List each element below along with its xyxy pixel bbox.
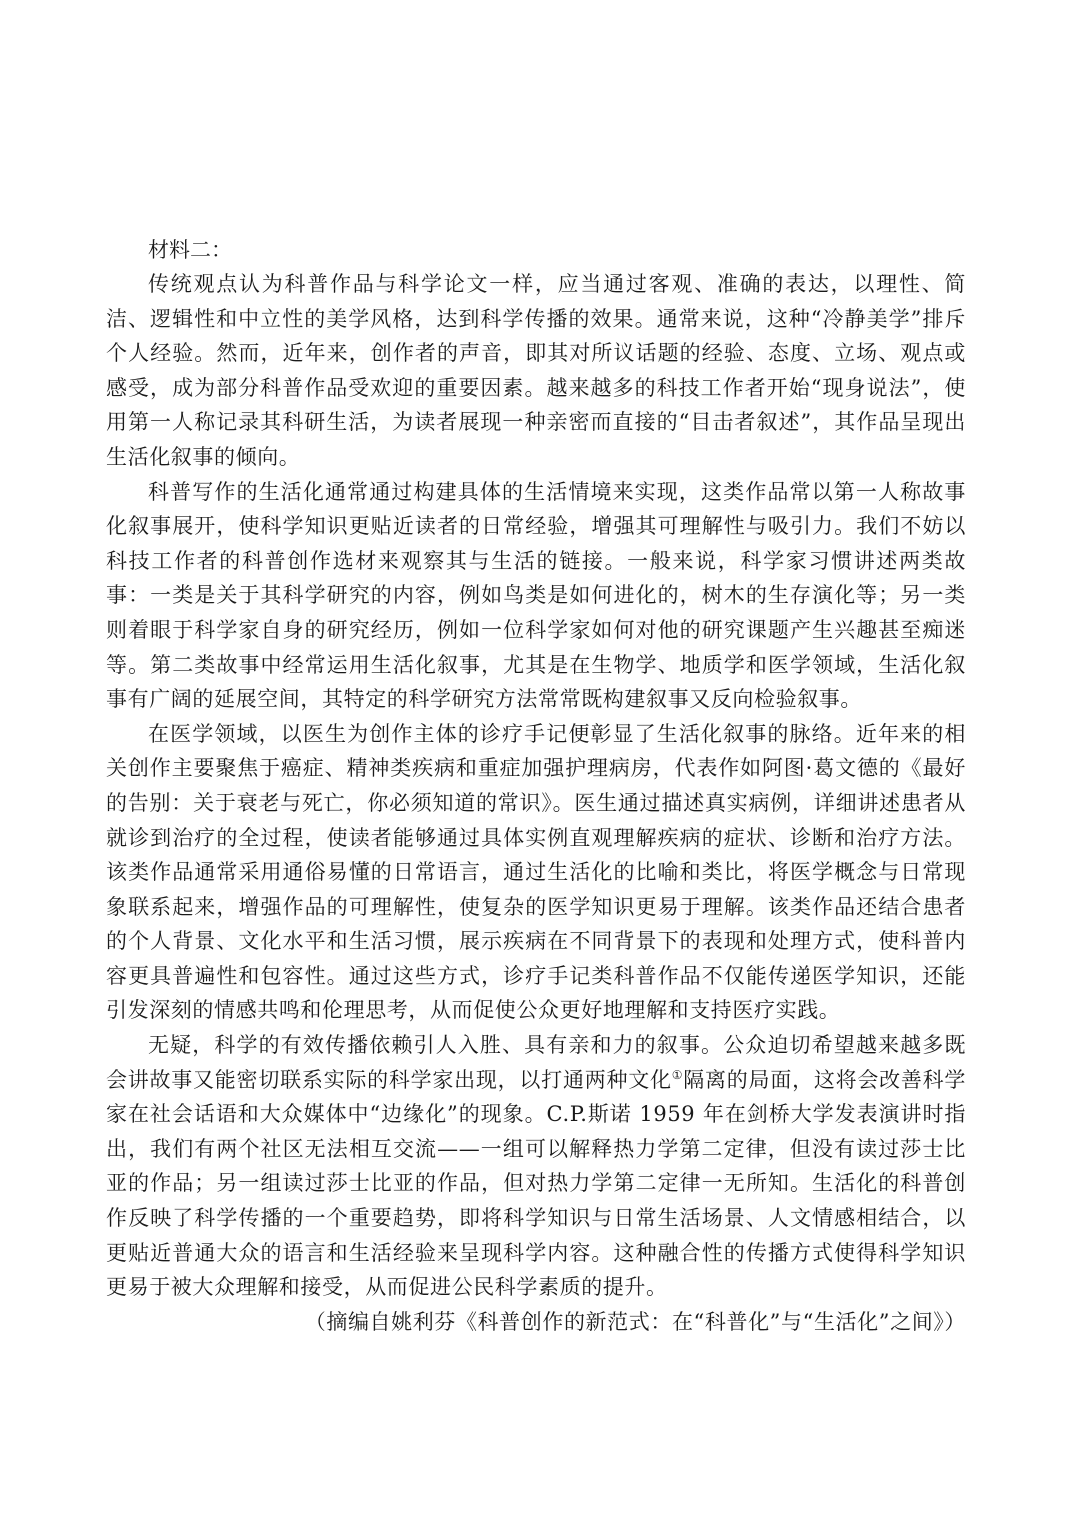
paragraph-1: 传统观点认为科普作品与科学论文一样，应当通过客观、准确的表达，以理性、简洁、逻辑性和中立性的美学风格，达到科学传播的效果。通常来说，这种“冷静美学”排斥个人经验。然而，近年来，创作者的声音，即其对所议话题的经验、态度、立场、观点或感受，成为部分科普作品受欢迎的重要因素。越来越多的科技工作者开始“现身说法”，使用第一人称记录其科研生活，为读者展现一种亲密而直接的“目击者叙述”，其作品呈现出生活化叙事的倾向。 bbox=[106, 272, 966, 469]
source-citation: （摘编自姚利芬《科普创作的新范式：在“科普化”与“生活化”之间》） bbox=[304, 1309, 966, 1334]
material-heading: 材料二： bbox=[148, 238, 232, 262]
paragraph-3: 在医学领域，以医生为创作主体的诊疗手记便彰显了生活化叙事的脉络。近年来的相关创作主要聚焦于癌症、精神类疾病和重症加强护理病房，代表作如阿图·葛文德的《最好的告别：关于衰老与死亡，你必须知道的常识》。医生通过描述真实病例，详细讲述患者从就诊到治疗的全过程，使读者能够通过具体实例直观理解疾病的症状、诊断和治疗方法。该类作品通常采用通俗易懂的日常语言，通过生活化的比喻和类比，将医学概念与日常现象联系起来，增强作品的可理解性，使复杂的医学知识更易于理解。该类作品还结合患者的个人背景、文化水平和生活习惯，展示疾病在不同背景下的表现和处理方式，使科普内容更具普遍性和包容性。通过这些方式，诊疗手记类科普作品不仅能传递医学知识，还能引发深刻的情感共鸣和伦理思考，从而促使公众更好地理解和支持医疗实践。 bbox=[106, 721, 966, 1023]
footnote-marker: ① bbox=[671, 1067, 684, 1082]
document-page bbox=[106, 233, 966, 1339]
paragraph-2: 科普写作的生活化通常通过构建具体的生活情境来实现，这类作品常以第一人称故事化叙事展开，使科学知识更贴近读者的日常经验，增强其可理解性与吸引力。我们不妨以科技工作者的科普创作选材来观察其与生活的链接。一般来说，科学家习惯讲述两类故事：一类是关于其科学研究的内容，例如鸟类是如何进化的，树木的生存演化等；另一类则着眼于科学家自身的研究经历，例如一位科学家如何对他的研究课题产生兴趣甚至痴迷等。第二类故事中经常运用生活化叙事，尤其是在生物学、地质学和医学领域，生活化叙事有广阔的延展空间，其特定的科学研究方法常常既构建叙事又反向检验叙事。 bbox=[106, 479, 966, 712]
paragraph-4 bbox=[106, 1028, 966, 1305]
paragraph-4-text-a: 无疑，科学的有效传播依赖引人入胜、具有亲和力的叙事。公众迫切希望越来越多既会讲故事又能密切联系实际的科学家出现，以打通两种文化 bbox=[106, 1033, 966, 1092]
paragraph-4-text-b: 隔离的局面，这将会改善科学家在社会话语和大众媒体中“边缘化”的现象。C.P.斯诺 1959 年在剑桥大学发表演讲时指出，我们有两个社区无法相互交流——一组可以解释热力学第二定律，但没有读过莎士比亚的作品；另一组读过莎士比亚的作品，但对热力学第二定律一无所知。生活化的科普创作反映了科学传播的一个重要趋势，即将科学知识与日常生活场景、人文情感相结合，以更贴近普通大众的语言和生活经验来呈现科学内容。这种融合性的传播方式使得科学知识更易于被大众理解和接受，从而促进公民科学素质的提升。 bbox=[106, 1067, 966, 1300]
